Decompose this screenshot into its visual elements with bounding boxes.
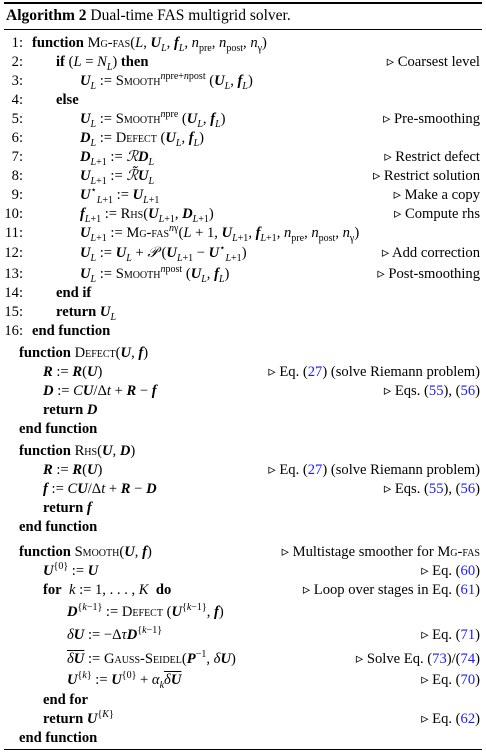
algorithm-line: [0, 710, 486, 729]
bottom-rule: [4, 749, 482, 750]
line-number: 12:: [4, 245, 23, 261]
line-code: $U^⋆_{L+1}$ := $U_{L+1}$: [80, 185, 160, 206]
algorithm-line: [0, 691, 486, 710]
line-comment: ▹ Make a copy: [393, 187, 480, 203]
line-comment: ▹ Eqs. (55), (56): [383, 383, 480, 399]
algorithm-line: [0, 91, 486, 110]
line-code: return $U^{\{K\}}$: [43, 709, 114, 727]
line-number: 13:: [4, 266, 23, 282]
algorithm-line: [0, 72, 486, 91]
line-comment: ▹ Eq. (60): [421, 563, 480, 579]
line-code: end function: [19, 730, 98, 746]
line-code: $U_L$ := Smooth$^{npre}$ ($U_L$, $f_L$): [80, 109, 226, 130]
algorithm-line: [0, 244, 486, 263]
line-comment: ▹ Post-smoothing: [377, 266, 480, 282]
algorithm-line: [0, 401, 486, 420]
algorithm-label: Algorithm 2: [6, 7, 87, 24]
algorithm-line: [0, 363, 486, 382]
line-number: 8:: [11, 168, 23, 184]
algorithm-line: [0, 603, 486, 622]
algorithm-line: [0, 167, 486, 186]
line-comment: ▹ Pre-smoothing: [383, 111, 480, 127]
line-comment: ▹ Restrict solution: [372, 168, 480, 184]
algorithm-line: [0, 480, 486, 499]
algorithm-title: [6, 7, 291, 25]
line-code: else: [56, 92, 79, 108]
line-code: $U_L$ := Smooth$^{npre+npost}$ ($U_L$, $f_L$): [80, 71, 253, 92]
line-comment: ▹ Eq. (62): [421, 711, 480, 727]
line-code: $U_{L+1}$ := Mg-fas$^{n\gamma}$(L + 1, $U_{L+1}$, $f_{L+1}$, $n_{pre}$, $n_{post}$, $n_\gamma$): [80, 223, 360, 244]
line-number: 3:: [11, 73, 23, 89]
algorithm-line: [0, 420, 486, 439]
algorithm-line: [0, 205, 486, 224]
algorithm-line: [0, 518, 486, 537]
line-code: if $(L = N_L)$ then: [56, 54, 149, 73]
algorithm-line: [0, 382, 486, 401]
line-number: 1:: [11, 35, 23, 51]
algorithm-line: [0, 284, 486, 303]
line-number: 15:: [4, 304, 23, 320]
line-code: $U_L$ := Smooth$^{npost}$ ($U_L$, $f_L$): [80, 264, 230, 285]
line-code: D := CU/Δt + R − f: [43, 383, 157, 399]
algorithm-line: [0, 34, 486, 53]
line-code: return D: [43, 402, 98, 418]
algorithm-line: [0, 671, 486, 690]
line-number: 5:: [11, 111, 23, 127]
algorithm-line: [0, 148, 486, 167]
line-code: $D^{\{k-1\}}$ := Defect ($U^{\{k-1\}}$, f): [67, 602, 224, 620]
line-comment: ▹ Add correction: [381, 245, 480, 261]
line-number: 10:: [4, 206, 23, 222]
algorithm-line: [0, 265, 486, 284]
line-number: 6:: [11, 130, 23, 146]
algorithm-line: [0, 186, 486, 205]
algorithm-line: [0, 322, 486, 341]
top-rule: [4, 2, 482, 4]
line-number: 2:: [11, 54, 23, 70]
line-comment: ▹ Solve Eq. (73)/(74): [355, 651, 480, 667]
line-comment: ▹ Multistage smoother for Mg-fas: [281, 544, 480, 560]
line-code: $U_L$ := $U_L$ + 𝒫 $(U_{L+1} - U^⋆_{L+1})$: [80, 243, 247, 264]
line-code: function Smooth(U, f): [19, 544, 152, 560]
line-code: $f_{L+1}$ := $Rhs(U_{L+1}$, $D_{L+1}$): [80, 206, 214, 225]
algorithm-line: [0, 442, 486, 461]
line-code: function Mg-fas(L, $U_L$, $f_L$, $n_{pre}$, $n_{post}$, $n_\gamma$): [32, 35, 267, 54]
line-code: δU := −ΔτD$^{\{k-1\}}$: [67, 625, 163, 643]
algorithm-line: [0, 650, 486, 669]
algorithm-line: [0, 562, 486, 581]
line-number: 14:: [4, 285, 23, 301]
line-number: 4:: [11, 92, 23, 108]
line-comment: ▹ Eq. (27) (solve Riemann problem): [268, 462, 480, 478]
line-code: $U^{\{k\}}$ := $U^{\{0\}} + \alpha_k\delta U$: [67, 670, 182, 691]
line-comment: ▹ Compute rhs: [394, 206, 480, 222]
algorithm-line: [0, 626, 486, 645]
line-comment: ▹ Loop over stages in Eq. (61): [302, 582, 480, 598]
algorithm-line: [0, 344, 486, 363]
algorithm-line: [0, 543, 486, 562]
line-number: 9:: [11, 187, 23, 203]
line-code: for k := 1, . . . , K do: [43, 582, 172, 598]
line-code: end function: [19, 421, 98, 437]
algorithm-caption: Dual-time FAS multigrid solver.: [90, 7, 291, 24]
line-code: return $U_L$: [56, 304, 117, 323]
line-comment: ▹ Eq. (27) (solve Riemann problem): [268, 364, 480, 380]
algorithm-line: [0, 129, 486, 148]
line-code: $D_L$ := Defect ($U_L$, $f_L$): [80, 130, 205, 149]
line-code: function Defect(U, f): [19, 345, 149, 361]
line-code: $D_{L+1}$ := ℛD$_L$: [80, 149, 155, 168]
line-code: function Rhs(U, D): [19, 443, 136, 459]
line-code: return f: [43, 500, 92, 516]
algorithm-line: [0, 461, 486, 480]
line-comment: ▹ Restrict defect: [384, 149, 480, 165]
line-number: 16:: [4, 323, 23, 339]
algorithm-line: [0, 581, 486, 600]
algorithm-line: [0, 499, 486, 518]
line-number: 7:: [11, 149, 23, 165]
algorithm-line: [0, 303, 486, 322]
line-comment: ▹ Eq. (71): [421, 627, 480, 643]
title-rule: [4, 29, 482, 30]
line-comment: ▹ Eq. (70): [421, 672, 480, 688]
line-code: end function: [32, 323, 111, 339]
algorithm-line: [0, 53, 486, 72]
line-code: δU := Gauss-$Seidel(P^{-1}$, δU): [67, 649, 236, 667]
line-code: f := CU/Δt + R − D: [43, 481, 157, 497]
line-code: R := R(U): [43, 364, 103, 380]
algorithm-line: [0, 729, 486, 748]
line-code: end for: [43, 692, 88, 708]
line-comment: ▹ Coarsest level: [386, 54, 480, 70]
line-code: R := R(U): [43, 462, 103, 478]
line-code: end if: [56, 285, 92, 301]
line-code: $U_{L+1}$ := $ℛ̃U_L$: [80, 168, 155, 187]
line-code: end function: [19, 519, 98, 535]
algorithm-line: [0, 110, 486, 129]
line-comment: ▹ Eqs. (55), (56): [383, 481, 480, 497]
line-code: $U^{\{0\}}$ := U: [43, 561, 99, 579]
algorithm-line: [0, 224, 486, 243]
line-number: 11:: [4, 225, 23, 241]
